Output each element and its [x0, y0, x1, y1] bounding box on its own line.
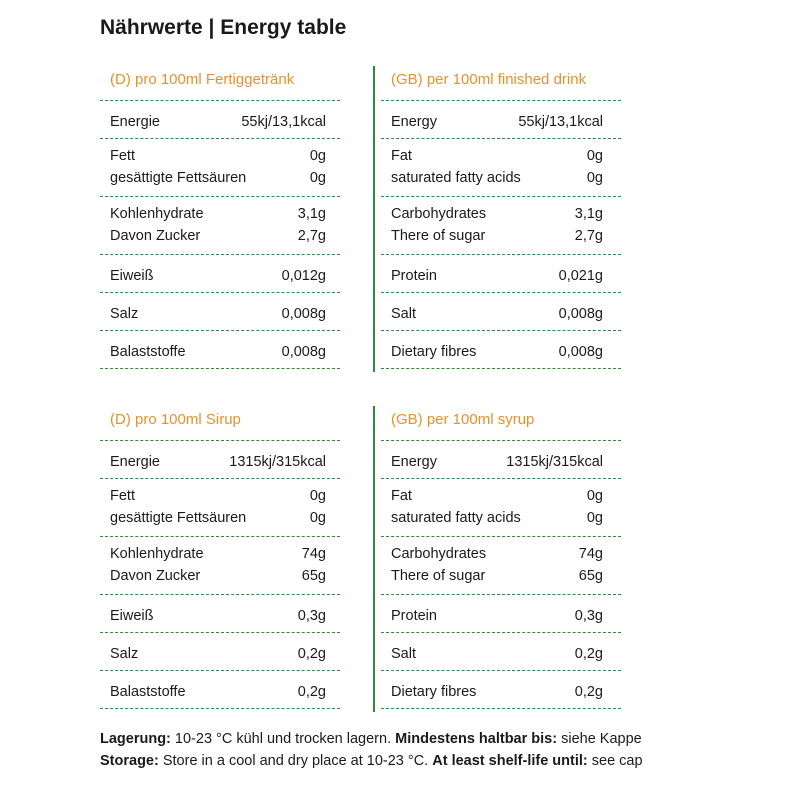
- nutrient-line: [391, 303, 621, 325]
- nutrient-label: Salt: [391, 646, 416, 662]
- nutrient-label: Fett: [110, 488, 135, 504]
- nutrient-label: Davon Zucker: [110, 228, 201, 244]
- nutrient-value: 0g: [586, 148, 603, 164]
- nutrient-line: [110, 303, 340, 325]
- nutrient-label: Protein: [391, 268, 437, 284]
- table-row: [100, 331, 340, 369]
- nutrient-line: [391, 203, 621, 225]
- table-row: [100, 139, 340, 197]
- table-row: [100, 255, 340, 293]
- table-row: [381, 441, 621, 479]
- table-row: [381, 633, 621, 671]
- nutrient-value: 2,7g: [574, 228, 603, 244]
- table-heading: (GB) per 100ml finished drink: [381, 66, 621, 101]
- nutrient-label: Dietary fibres: [391, 684, 477, 700]
- nutrient-label: Davon Zucker: [110, 568, 201, 584]
- shelf-life-text: see cap: [587, 753, 643, 769]
- nutrient-label: Energy: [391, 114, 437, 130]
- nutrient-value: 0,3g: [574, 608, 603, 624]
- storage-info: [100, 728, 643, 772]
- nutrient-label: Eiweiß: [110, 608, 154, 624]
- nutrient-line: [391, 145, 621, 167]
- nutrient-value: 0,3g: [297, 608, 326, 624]
- column-divider: [373, 66, 375, 372]
- nutrient-line: [110, 167, 340, 189]
- storage-line-english: [100, 750, 643, 772]
- nutrient-line: [391, 485, 621, 507]
- storage-line-german: [100, 728, 643, 750]
- nutrient-value: 74g: [578, 546, 603, 562]
- nutrient-line: [110, 507, 340, 529]
- nutrient-value: 0,008g: [281, 306, 326, 322]
- nutrient-label: Energie: [110, 114, 160, 130]
- nutrient-line: [110, 485, 340, 507]
- nutrient-label: Balaststoffe: [110, 344, 186, 360]
- nutrient-line: [110, 565, 340, 587]
- table-row: [100, 537, 340, 595]
- nutrient-label: Fat: [391, 148, 412, 164]
- nutrient-line: [110, 605, 340, 627]
- table-row: [100, 197, 340, 255]
- table-heading: (D) pro 100ml Fertiggetränk: [100, 66, 340, 101]
- table-column-english: [381, 66, 621, 369]
- nutrient-label: Fett: [110, 148, 135, 164]
- nutrient-value: 0,2g: [297, 684, 326, 700]
- nutrient-value: 0g: [586, 170, 603, 186]
- nutrient-line: [110, 111, 340, 133]
- table-heading: (D) pro 100ml Sirup: [100, 406, 340, 441]
- nutrient-label: There of sugar: [391, 568, 486, 584]
- nutrient-value: 3,1g: [574, 206, 603, 222]
- nutrient-label: Carbohydrates: [391, 206, 487, 222]
- nutrient-label: Carbohydrates: [391, 546, 487, 562]
- nutrient-line: [110, 681, 340, 703]
- nutrient-line: [110, 145, 340, 167]
- nutrient-line: [391, 565, 621, 587]
- nutrient-line: [110, 265, 340, 287]
- table-row: [381, 479, 621, 537]
- nutrient-line: [110, 543, 340, 565]
- storage-text: 10-23 °C kühl und trocken lagern.: [170, 731, 396, 747]
- table-row: [100, 441, 340, 479]
- nutrient-line: [391, 111, 621, 133]
- nutrient-value: 0,2g: [574, 646, 603, 662]
- nutrient-value: 0,008g: [558, 306, 603, 322]
- table-row: [381, 595, 621, 633]
- table-row: [100, 479, 340, 537]
- table-row: [100, 293, 340, 331]
- nutrient-line: [110, 225, 340, 247]
- page-title: Nährwerte | Energy table: [100, 16, 347, 39]
- nutrient-line: [391, 341, 621, 363]
- nutrient-label: There of sugar: [391, 228, 486, 244]
- nutrient-line: [110, 451, 340, 473]
- nutrient-value: 55kj/13,1kcal: [241, 114, 326, 130]
- table-row: [381, 293, 621, 331]
- nutrient-label: Protein: [391, 608, 437, 624]
- storage-label: Lagerung:: [100, 731, 171, 747]
- nutrient-label: Fat: [391, 488, 412, 504]
- nutrient-value: 1315kj/315kcal: [229, 454, 326, 470]
- table-row: [100, 595, 340, 633]
- nutrient-label: Kohlenhydrate: [110, 206, 204, 222]
- nutrient-line: [110, 203, 340, 225]
- nutrient-label: Eiweiß: [110, 268, 154, 284]
- nutrient-line: [391, 605, 621, 627]
- nutrient-label: Dietary fibres: [391, 344, 477, 360]
- nutrient-value: 55kj/13,1kcal: [518, 114, 603, 130]
- nutrient-value: 65g: [301, 568, 326, 584]
- nutrient-value: 0g: [309, 170, 326, 186]
- nutrient-value: 74g: [301, 546, 326, 562]
- nutrient-line: [391, 451, 621, 473]
- nutrient-value: 0g: [309, 488, 326, 504]
- nutrient-label: Kohlenhydrate: [110, 546, 204, 562]
- nutrient-label: saturated fatty acids: [391, 170, 521, 186]
- nutrient-line: [391, 681, 621, 703]
- nutrient-value: 0g: [309, 148, 326, 164]
- nutrient-label: gesättigte Fettsäuren: [110, 510, 247, 526]
- storage-text: Store in a cool and dry place at 10-23 °C.: [158, 753, 433, 769]
- nutrient-label: gesättigte Fettsäuren: [110, 170, 247, 186]
- table-row: [100, 101, 340, 139]
- nutrient-value: 0,021g: [558, 268, 603, 284]
- nutrient-label: Energie: [110, 454, 160, 470]
- nutrient-label: Salt: [391, 306, 416, 322]
- table-row: [381, 139, 621, 197]
- nutrient-value: 0,008g: [558, 344, 603, 360]
- table-row: [100, 671, 340, 709]
- nutrient-value: 2,7g: [297, 228, 326, 244]
- nutrient-line: [391, 507, 621, 529]
- nutrient-line: [391, 167, 621, 189]
- table-column-german: [100, 66, 340, 369]
- nutrient-line: [391, 543, 621, 565]
- nutrient-value: 0,2g: [297, 646, 326, 662]
- nutrient-line: [391, 225, 621, 247]
- column-divider: [373, 406, 375, 712]
- nutrient-label: Salz: [110, 306, 139, 322]
- nutrient-line: [391, 643, 621, 665]
- shelf-life-label: At least shelf-life until:: [432, 753, 588, 769]
- table-row: [381, 331, 621, 369]
- nutrient-value: 3,1g: [297, 206, 326, 222]
- table-row: [381, 671, 621, 709]
- nutrient-value: 0g: [309, 510, 326, 526]
- table-row: [381, 537, 621, 595]
- nutrient-line: [110, 643, 340, 665]
- table-column-english: [381, 406, 621, 709]
- nutrient-label: Energy: [391, 454, 437, 470]
- nutrient-value: 0,008g: [281, 344, 326, 360]
- table-row: [381, 255, 621, 293]
- table-column-german: [100, 406, 340, 709]
- table-row: [381, 197, 621, 255]
- nutrient-value: 65g: [578, 568, 603, 584]
- nutrient-value: 0,012g: [281, 268, 326, 284]
- nutrient-value: 1315kj/315kcal: [506, 454, 603, 470]
- nutrient-line: [391, 265, 621, 287]
- table-heading: (GB) per 100ml syrup: [381, 406, 621, 441]
- nutrient-value: 0,2g: [574, 684, 603, 700]
- nutrient-line: [110, 341, 340, 363]
- nutrient-value: 0g: [586, 510, 603, 526]
- nutrient-label: Balaststoffe: [110, 684, 186, 700]
- table-row: [100, 633, 340, 671]
- table-row: [381, 101, 621, 139]
- shelf-life-label: Mindestens haltbar bis:: [395, 731, 558, 747]
- nutrient-label: saturated fatty acids: [391, 510, 521, 526]
- nutrient-value: 0g: [586, 488, 603, 504]
- nutrient-label: Salz: [110, 646, 139, 662]
- storage-label: Storage:: [100, 753, 159, 769]
- shelf-life-text: siehe Kappe: [557, 731, 642, 747]
